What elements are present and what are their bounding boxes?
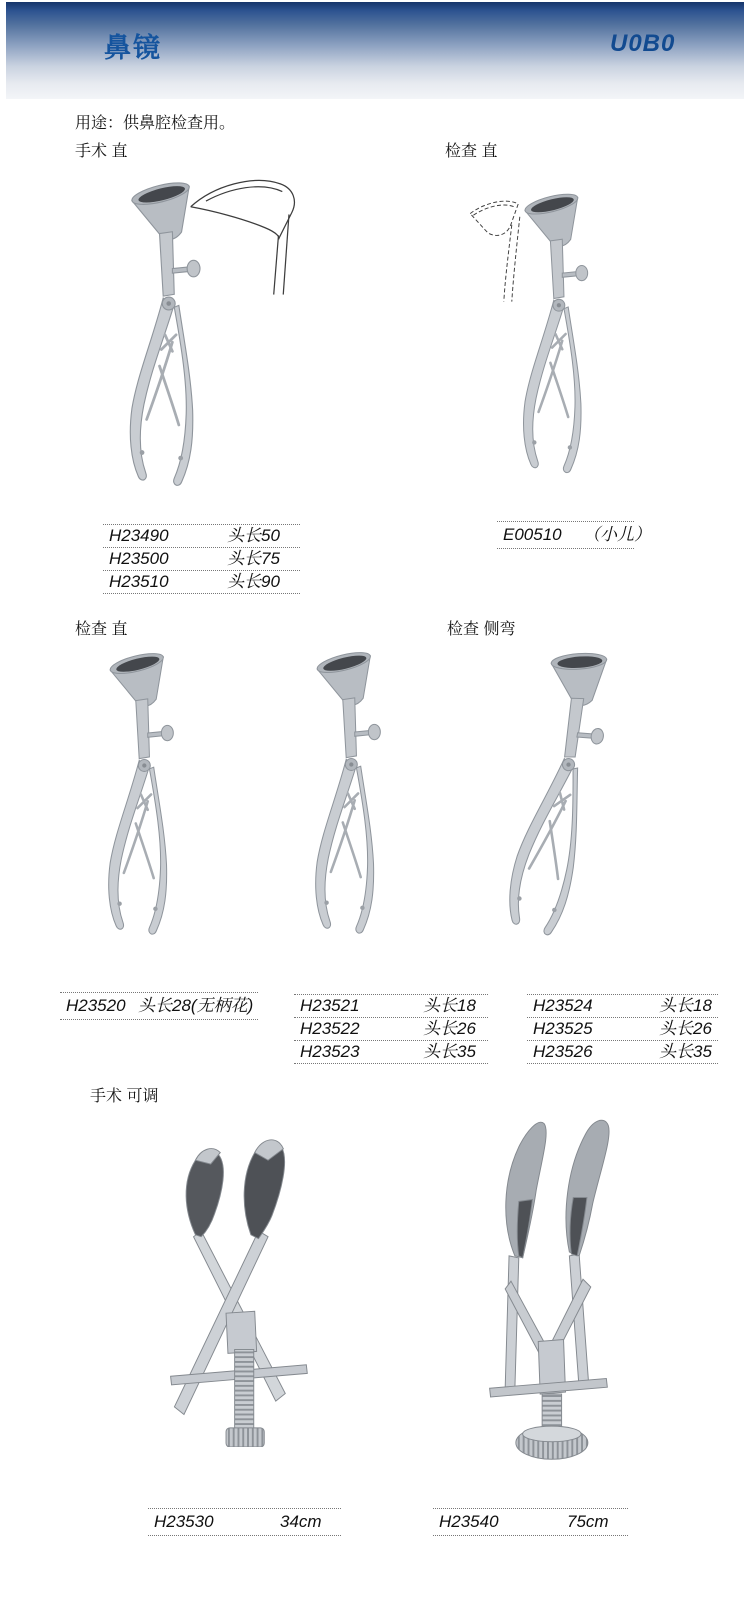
table-row — [497, 522, 651, 548]
page-section-code: U0B0 — [610, 30, 676, 57]
product-spec: 头长18 — [423, 996, 476, 1015]
usage-note: 用途：供鼻腔检查用。 — [75, 115, 236, 132]
table-row — [103, 525, 300, 547]
table-row — [294, 1040, 488, 1063]
product-code: H23500 — [109, 549, 169, 568]
exam-straight-speculum-illustration — [88, 648, 216, 958]
speculum-tip-outline-illustration — [185, 166, 309, 300]
table-row — [527, 995, 718, 1017]
product-code: H23526 — [533, 1042, 593, 1061]
product-code: H23525 — [533, 1019, 593, 1038]
table-row — [294, 1017, 488, 1040]
product-table-exam-straight-single — [60, 992, 258, 1020]
exam-straight-speculum-illustration — [295, 646, 423, 958]
product-spec: 75cm — [567, 1512, 609, 1531]
product-table-adjustable-75 — [433, 1508, 628, 1536]
section1-right-label: 检查 直 — [445, 143, 498, 160]
product-code: H23521 — [300, 996, 360, 1015]
product-code: H23530 — [154, 1512, 214, 1531]
product-spec: 头长50 — [227, 526, 280, 545]
product-code: H23510 — [109, 572, 169, 591]
table-row — [60, 993, 258, 1019]
page-title: 鼻镜 — [104, 33, 162, 63]
product-spec: 头长26 — [423, 1019, 476, 1038]
product-spec: 头长90 — [227, 572, 280, 591]
table-row — [433, 1509, 628, 1535]
product-code: H23523 — [300, 1042, 360, 1061]
product-spec: 头长28(无柄花) — [138, 996, 254, 1015]
product-table-exam-side-bent — [527, 994, 718, 1064]
table-row — [294, 995, 488, 1017]
exam-side-bent-speculum-illustration — [474, 638, 666, 970]
product-spec: （小儿） — [583, 525, 651, 544]
table-row — [527, 1040, 718, 1063]
table-row — [103, 570, 300, 593]
product-spec: 34cm — [280, 1512, 322, 1531]
table-row — [527, 1017, 718, 1040]
section2-right-label: 检查 侧弯 — [447, 621, 516, 638]
product-code: H23524 — [533, 996, 593, 1015]
adjustable-speculum-frame-illustration — [452, 1108, 642, 1468]
section1-left-label: 手术 直 — [75, 143, 128, 160]
product-spec: 头长75 — [227, 549, 280, 568]
table-row — [148, 1509, 341, 1535]
product-code: H23490 — [109, 526, 169, 545]
product-spec: 头长26 — [659, 1019, 712, 1038]
table-row — [103, 547, 300, 570]
product-table-adjustable-34 — [148, 1508, 341, 1536]
section3-label: 手术 可调 — [90, 1088, 159, 1105]
product-code: H23540 — [439, 1512, 499, 1531]
product-spec: 头长35 — [659, 1042, 712, 1061]
product-spec: 头长35 — [423, 1042, 476, 1061]
product-table-surgical-straight — [103, 524, 300, 594]
exam-straight-child-speculum-illustration — [503, 190, 630, 495]
adjustable-speculum-screw-illustration — [140, 1122, 335, 1447]
product-spec: 头长18 — [659, 996, 712, 1015]
section2-left-label: 检查 直 — [75, 621, 128, 638]
product-code: H23522 — [300, 1019, 360, 1038]
product-code: E00510 — [503, 525, 562, 544]
product-table-exam-child — [497, 521, 651, 549]
product-code: H23520 — [66, 996, 126, 1015]
product-table-exam-straight — [294, 994, 488, 1064]
